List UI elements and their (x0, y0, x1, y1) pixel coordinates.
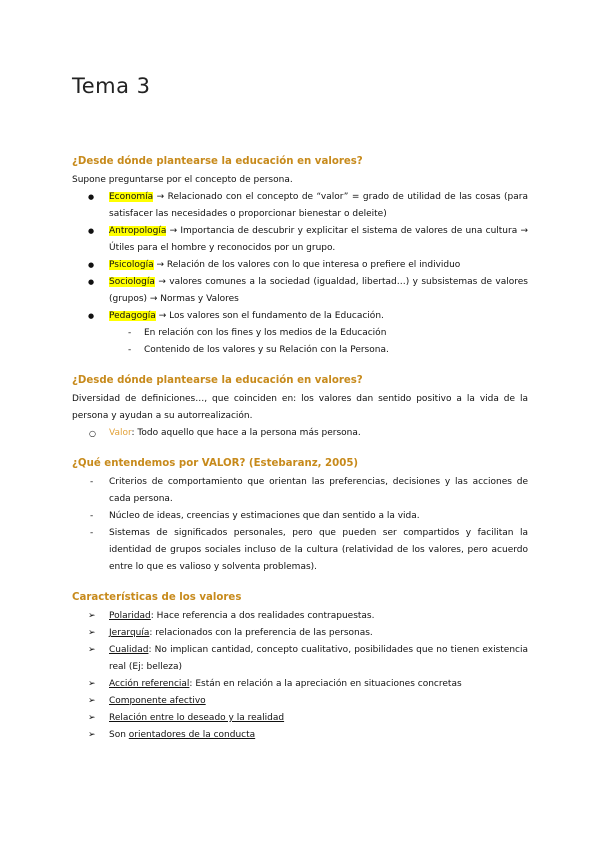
definitions-paragraph: Diversidad de definiciones…, que coinciden en: los valores dan sentido positivo a la vida de la persona y ayudan a su autorrealización. (72, 394, 528, 421)
underlined-term: orientadores de la conducta (128, 730, 256, 740)
list-item: - Núcleo de ideas, creencias y estimaciones que dan sentido a la vida. (72, 508, 528, 525)
highlighted-term: Antropología (109, 226, 167, 236)
highlighted-term: Economía (109, 192, 154, 202)
section-planteamiento-2 (72, 373, 528, 442)
list-item: ➢ Acción referencial: Están en relación a la apreciación en situaciones concretas (72, 676, 528, 693)
list-item: ➢ Son orientadores de la conducta (72, 727, 528, 744)
list-item: ● Sociología → valores comunes a la sociedad (igualdad, libertad…) y subsistemas de valores (grupos) → Normas y Valores (72, 274, 528, 308)
list-item: ● Antropología → Importancia de descubrir y explicitar el sistema de valores de una cultura → Útiles para el hombre y reconocidos por un grupo. (72, 223, 528, 257)
valor-definition-list (72, 425, 528, 442)
list-item: - Sistemas de significados personales, pero que pueden ser compartidos y facilitan la identidad de grupos sociales incluso de la cultura (relatividad de los valores, pero acuerdo entre lo que es valioso y solventa problemas). (72, 525, 528, 576)
underlined-term: Acción referencial (109, 679, 190, 689)
list-item: ● Psicología → Relación de los valores con lo que interesa o prefiere el individuo (72, 257, 528, 274)
list-item: ➢ Polaridad: Hace referencia a dos realidades contrapuestas. (72, 608, 528, 625)
list-item: ○ Valor: Todo aquello que hace a la persona más persona. (72, 425, 528, 442)
page-title: Tema 3 (72, 74, 151, 98)
list-item: ● Pedagogía → Los valores son el fundamento de la Educación. (72, 308, 528, 325)
sub-list-item: - Contenido de los valores y su Relación con la Persona. (72, 342, 528, 359)
list-item (72, 710, 528, 727)
intro-text: Supone preguntarse por el concepto de persona. (72, 175, 293, 185)
section-que-es-valor (72, 456, 528, 576)
section-heading: ¿Desde dónde plantearse la educación en valores? (72, 375, 363, 386)
highlighted-term: Sociología (109, 277, 155, 287)
document-body (72, 154, 528, 744)
underlined-term: Relación entre lo deseado y la realidad (109, 713, 285, 723)
underlined-term: Polaridad (109, 611, 151, 621)
sub-list-item: - En relación con los fines y los medios de la Educación (72, 325, 528, 342)
list-item: - Criterios de comportamiento que orientan las preferencias, decisiones y las acciones de cada persona. (72, 474, 528, 508)
underlined-term: Cualidad (109, 645, 149, 655)
list-item: ➢ Cualidad: No implican cantidad, concepto cualitativo, posibilidades que no tienen existencia real (Ej: belleza) (72, 642, 528, 676)
characteristics-list (72, 608, 528, 744)
section-heading: Características de los valores (72, 592, 242, 603)
highlighted-term: Psicología (109, 260, 154, 270)
section-planteamiento-1 (72, 154, 528, 359)
section-heading: ¿Qué entendemos por VALOR? (Estebaranz, 2005) (72, 458, 359, 469)
section-heading: ¿Desde dónde plantearse la educación en valores? (72, 156, 363, 167)
disciplines-list (72, 189, 528, 325)
list-item: ➢ Jerarquía: relacionados con la preferencia de las personas. (72, 625, 528, 642)
underlined-term: Jerarquía (109, 628, 150, 638)
valor-term: Valor (109, 428, 132, 438)
list-item (72, 693, 528, 710)
highlighted-term: Pedagogía (109, 311, 156, 321)
underlined-term: Componente afectivo (109, 696, 206, 706)
section-caracteristicas (72, 590, 528, 744)
valor-criteria-list (72, 474, 528, 576)
pedagogy-sublist (72, 325, 528, 359)
list-item: ● Economía → Relacionado con el concepto de “valor” = grado de utilidad de las cosas (para satisfacer las necesidades o proporcionar bienestar o deleite) (72, 189, 528, 223)
